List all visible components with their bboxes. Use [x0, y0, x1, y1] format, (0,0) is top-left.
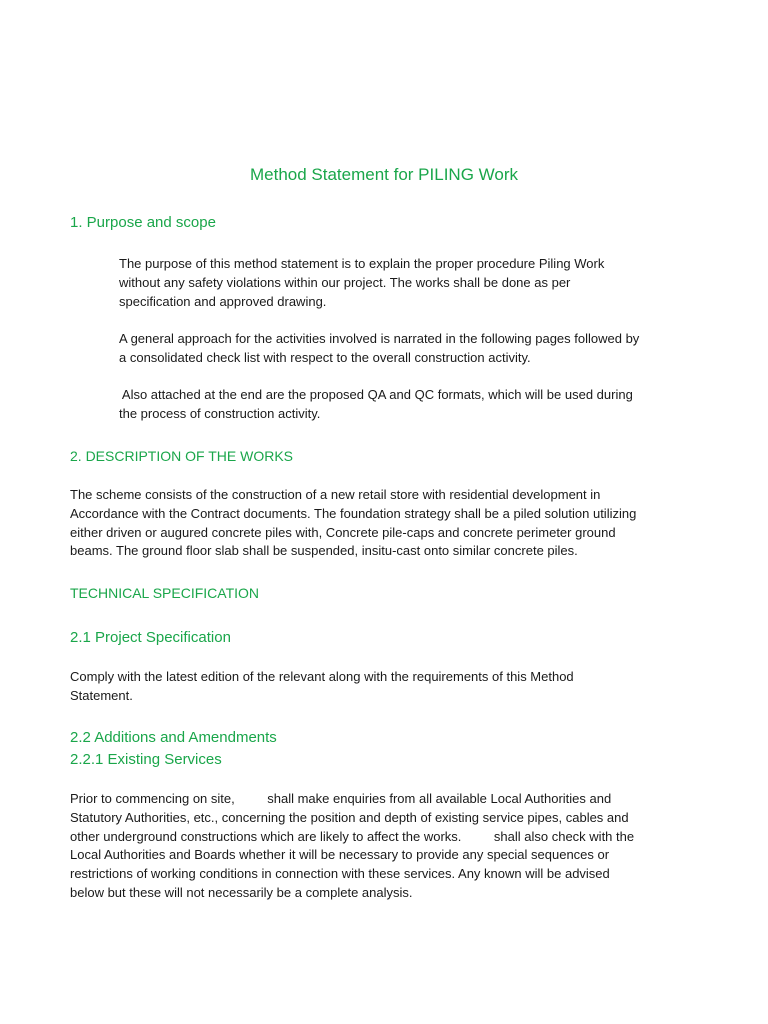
purpose-paragraph-3: Also attached at the end are the proposed QA and QC formats, which will be used during the process of construction activity. [119, 387, 633, 421]
section-heading-description: 2. DESCRIPTION OF THE WORKS [70, 448, 293, 464]
section-heading-purpose: 1. Purpose and scope [70, 214, 216, 231]
section-heading-additions: 2.2 Additions and Amendments [70, 729, 277, 746]
existing-services-paragraph: Prior to commencing on site, shall make enquiries from all available Local Authorities and Statutory Authorities, etc., concerning the position and depth of existing service pipes, cables and other underground constructions which are likely to affect the works. shall also check with the Local Authorities and Boards whether it will be necessary to provide any special sequences or restrictions of working conditions in connection with these services. Any known will be advised below but these will not necessarily be a complete analysis. [70, 791, 635, 900]
description-paragraph: The scheme consists of the construction of a new retail store with residential development in Accordance with the Contract documents. The foundation strategy shall be a piled solution utilizing either driven or augured concrete piles with, Concrete pile-caps and concrete perimeter ground beams. The ground floor slab shall be suspended, insitu-cast onto similar concrete piles. [70, 487, 637, 559]
section-heading-technical: TECHNICAL SPECIFICATION [70, 585, 260, 601]
purpose-paragraph-2: A general approach for the activities involved is narrated in the following pages followed by a consolidated check list with respect to the overall construction activity. [119, 331, 640, 365]
section-heading-project-spec: 2.1 Project Specification [70, 629, 231, 646]
section-heading-existing-services: 2.2.1 Existing Services [70, 751, 222, 768]
purpose-paragraph-1: The purpose of this method statement is to explain the proper procedure Piling Work without any safety violations within our project. The works shall be done as per specification and approved drawing. [119, 256, 605, 309]
project-spec-paragraph: Comply with the latest edition of the relevant along with the requirements of this Method Statement. [70, 669, 574, 703]
document-title: Method Statement for PILING Work [249, 165, 518, 184]
